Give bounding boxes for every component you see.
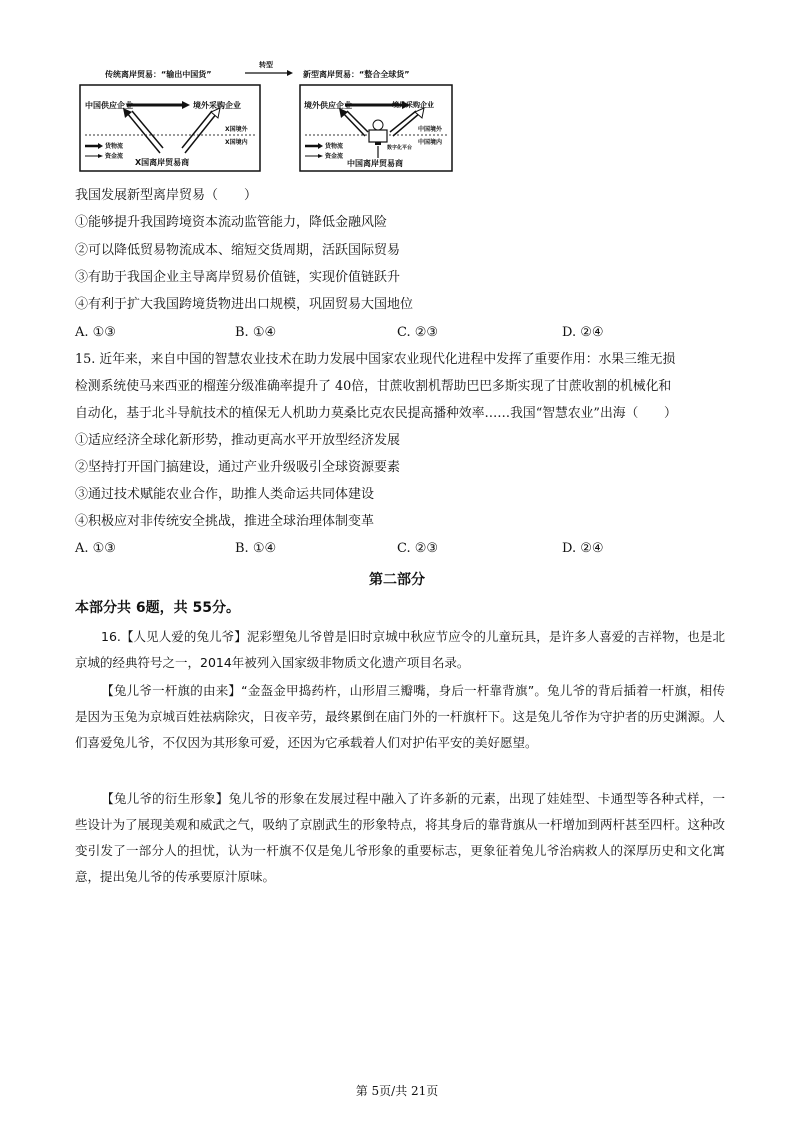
left-supplier-label: 中国供应企业 xyxy=(85,101,133,110)
q15-option-d: D. ②④ xyxy=(562,541,604,556)
q14-item-4: ④有利于扩大我国跨境货物进出口规模，巩固贸易大国地位 xyxy=(75,297,414,312)
q14-option-a: A. ①③ xyxy=(75,325,116,340)
q14-stem: 我国发展新型离岸贸易（ ） xyxy=(75,188,258,203)
q15-stem-line-3: 自动化，基于北斗导航技术的植保无人机助力莫桑比克农民提高播种效率……我国“智慧农业”出海（ ） xyxy=(75,406,677,421)
q15-option-c: C. ②③ xyxy=(397,541,439,556)
page-footer: 第 5页/共 21页 xyxy=(355,1084,439,1098)
q14-option-c: C. ②③ xyxy=(397,325,439,340)
q16-paragraph-1 xyxy=(75,624,725,676)
q15-option-b: B. ①④ xyxy=(235,541,277,556)
q15-item-3: ③通过技术赋能农业合作，助推人类命运共同体建设 xyxy=(75,487,375,502)
platform-label: 数字化平台 xyxy=(387,145,413,151)
q14-option-b: B. ①④ xyxy=(235,325,277,340)
right-outside-label: 中国境外 xyxy=(418,126,443,133)
right-inside-label: 中国境内 xyxy=(418,139,443,146)
left-funds-legend: 资金流 xyxy=(105,153,124,160)
right-diagram-title: 新型离岸贸易：“整合全球货” xyxy=(303,70,410,79)
right-funds-legend: 资金流 xyxy=(325,153,344,160)
q15-item-4: ④积极应对非传统安全挑战，推进全球治理体制变革 xyxy=(75,514,375,529)
left-goods-legend: 货物流 xyxy=(105,143,124,150)
q16-paragraph-2-text: 【兔儿爷一杆旗的由来】“金盔金甲捣药杵，山形眉三瓣嘴，身后一杆靠背旗”。兔儿爷的背后插着一杆旗，相传是因为玉兔为京城百姓祛病除灾，日夜辛劳，最终累倒在庙门外的一杆旗杆下。这是兔儿爷作为守护者的历史渊源。人们喜爱兔儿爷，不仅因为其形象可爱，还因为它承载着人们对护佑平安的美好愿望。 xyxy=(75,683,726,750)
transform-label: 转型 xyxy=(259,61,273,69)
q15-stem-line-1: 15. 近年来，来自中国的智慧农业技术在助力发展中国家农业现代化进程中发挥了重要作用：水果三维无损 xyxy=(75,352,676,367)
q14-item-2: ②可以降低贸易物流成本、缩短交货周期，活跃国际贸易 xyxy=(75,243,401,258)
right-goods-legend: 货物流 xyxy=(325,143,344,150)
left-outside-label: X国境外 xyxy=(225,126,248,133)
q14-option-d: D. ②④ xyxy=(562,325,604,340)
q16-paragraph-2 xyxy=(75,678,725,756)
q16-paragraph-3-text: 【兔儿爷的衍生形象】兔儿爷的形象在发展过程中融入了许多新的元素，出现了娃娃型、卡通型等各种式样，一些设计为了展现美观和威武之气，吸纳了京剧武生的形象特点，将其身后的靠背旗从一杆增加到两杆甚至四杆。这种改变引发了一部分人的担忧，认为一杆旗不仅是兔儿爷形象的重要标志，更象征着兔儿爷治病救人的深厚历史和文化寓意，提出兔儿爷的传承要原汁原味。 xyxy=(75,791,726,884)
offshore-trade-diagram xyxy=(75,58,455,180)
part2-heading: 第二部分 xyxy=(369,572,425,588)
right-buyer-label: 境外采购企业 xyxy=(392,101,434,109)
q16-paragraph-3 xyxy=(75,786,725,890)
left-buyer-label: 境外采购企业 xyxy=(193,101,241,110)
left-diagram-title: 传统离岸贸易：“输出中国货” xyxy=(105,70,212,79)
right-supplier-label: 境外供应企业 xyxy=(304,101,352,110)
left-trader-label: X国离岸贸易商 xyxy=(135,158,190,167)
left-inside-label: X国境内 xyxy=(225,139,248,146)
part2-subheading: 本部分共 6题，共 55分。 xyxy=(75,600,240,616)
q14-item-1: ①能够提升我国跨境资本流动监管能力，降低金融风险 xyxy=(75,215,388,230)
q14-item-3: ③有助于我国企业主导离岸贸易价值链，实现价值链跃升 xyxy=(75,270,401,285)
q15-item-1: ①适应经济全球化新形势，推动更高水平开放型经济发展 xyxy=(75,433,401,448)
right-trader-label: 中国离岸贸易商 xyxy=(347,159,403,168)
q16-paragraph-1-text: 16.【人见人爱的兔儿爷】泥彩塑兔儿爷曾是旧时京城中秋应节应令的儿童玩具，是许多人喜爱的吉祥物，也是北京城的经典符号之一，2014年被列入国家级非物质文化遗产项目名录。 xyxy=(75,629,725,670)
q15-item-2: ②坚持打开国门搞建设，通过产业升级吸引全球资源要素 xyxy=(75,460,401,475)
q15-stem-line-2: 检测系统使马来西亚的榴莲分级准确率提升了 40倍，甘蔗收割机帮助巴巴多斯实现了甘蔗收割的机械化和 xyxy=(75,379,672,394)
q15-option-a: A. ①③ xyxy=(75,541,116,556)
